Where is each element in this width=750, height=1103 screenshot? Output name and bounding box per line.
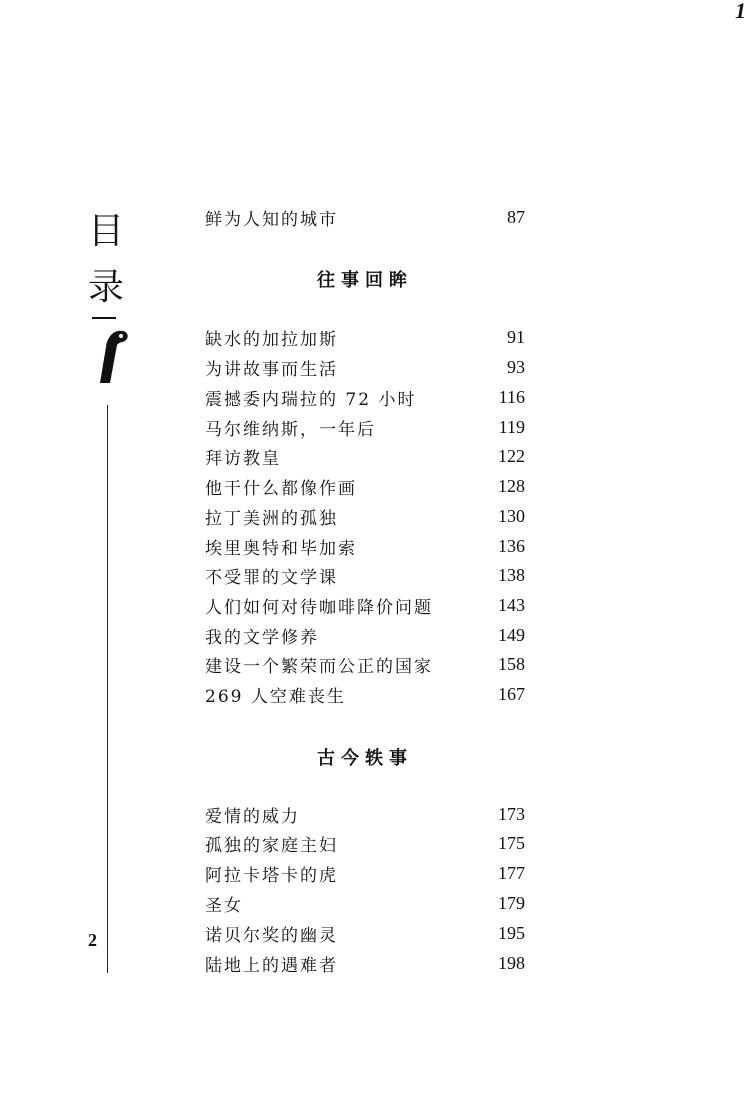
toc-entry xyxy=(205,801,525,827)
toc-entry-title: 人们如何对待咖啡降价问题 xyxy=(205,597,433,618)
toc-entry-page: 130 xyxy=(498,505,525,526)
toc-entry xyxy=(205,414,525,440)
toc-entry-page: 87 xyxy=(507,206,525,227)
toc-entry-page: 158 xyxy=(498,653,525,674)
side-title-char-mu: 目 xyxy=(88,211,125,252)
toc-entry-title: 鲜为人知的城市 xyxy=(205,209,338,230)
toc-entry-title: 269 人空难丧生 xyxy=(205,686,346,707)
toc-entry-title: 爱情的威力 xyxy=(205,806,300,827)
toc-entry xyxy=(205,384,525,410)
toc-entry-title: 拉丁美洲的孤独 xyxy=(205,508,338,529)
toc-entry-title: 建设一个繁荣而公正的国家 xyxy=(205,656,433,677)
toc-entry-page: 143 xyxy=(498,594,525,615)
toc-entry xyxy=(205,830,525,856)
toc-entry-page: 167 xyxy=(498,683,525,704)
toc-entry-title: 陆地上的遇难者 xyxy=(205,955,338,976)
toc-entry xyxy=(205,890,525,916)
toc-entry-page: 119 xyxy=(498,416,525,437)
toc-entry xyxy=(205,354,525,380)
toc-entry-page: 136 xyxy=(498,535,525,556)
toc-entry-page: 116 xyxy=(498,386,525,407)
toc-entry-page: 177 xyxy=(498,862,525,883)
toc-entry xyxy=(205,950,525,976)
quill-ornament-icon xyxy=(90,325,132,385)
toc-entry xyxy=(205,443,525,469)
toc-entry-title: 孤独的家庭主妇 xyxy=(205,835,338,856)
toc-entry-page: 91 xyxy=(507,326,525,347)
toc-entry-page: 175 xyxy=(498,832,525,853)
toc-entry-page: 93 xyxy=(507,356,525,377)
toc-entry-page: 195 xyxy=(498,922,525,943)
toc-entry-page: 128 xyxy=(498,475,525,496)
section-heading: 古今轶事 xyxy=(317,748,413,769)
toc-entry-page: 138 xyxy=(498,564,525,585)
section-heading: 往事回眸 xyxy=(317,270,413,291)
toc-entry-title: 埃里奥特和毕加索 xyxy=(205,538,357,559)
toc-entry-title: 缺水的加拉加斯 xyxy=(205,329,338,350)
toc-entry-title: 马尔维纳斯，一年后 xyxy=(205,419,376,440)
page-number: 2 xyxy=(88,930,97,950)
toc-entry-title: 为讲故事而生活 xyxy=(205,359,338,380)
toc-entry xyxy=(205,324,525,350)
toc-entry xyxy=(205,651,525,677)
toc-entry xyxy=(205,860,525,886)
toc-entry-title: 不受罪的文学课 xyxy=(205,567,338,588)
toc-entry xyxy=(205,622,525,648)
toc-entry-page: 179 xyxy=(498,892,525,913)
toc-entry-page: 122 xyxy=(498,445,525,466)
toc-entry-title: 拜访教皇 xyxy=(205,448,281,469)
toc-entry xyxy=(205,503,525,529)
toc-entry-page: 149 xyxy=(498,624,525,645)
toc-entry xyxy=(205,681,525,707)
toc-entry-title: 他干什么都像作画 xyxy=(205,478,357,499)
toc-entry xyxy=(205,920,525,946)
toc-entry-title: 阿拉卡塔卡的虎 xyxy=(205,865,338,886)
corner-page-mark: 1 xyxy=(735,0,746,23)
toc-entry xyxy=(205,473,525,499)
margin-vertical-rule xyxy=(107,405,108,973)
toc-entry-title: 震撼委内瑞拉的 72 小时 xyxy=(205,389,417,410)
toc-entry-page: 198 xyxy=(498,952,525,973)
side-title-char-lu: 录 xyxy=(88,267,125,308)
toc-entry-title: 圣女 xyxy=(205,895,243,916)
toc-entry xyxy=(205,204,525,230)
side-title-rule xyxy=(92,317,116,319)
toc-entry-title: 诺贝尔奖的幽灵 xyxy=(205,925,338,946)
toc-entry xyxy=(205,592,525,618)
toc-entry-page: 173 xyxy=(498,803,525,824)
toc-entry xyxy=(205,533,525,559)
toc-entry-title: 我的文学修养 xyxy=(205,627,319,648)
toc-entry xyxy=(205,562,525,588)
